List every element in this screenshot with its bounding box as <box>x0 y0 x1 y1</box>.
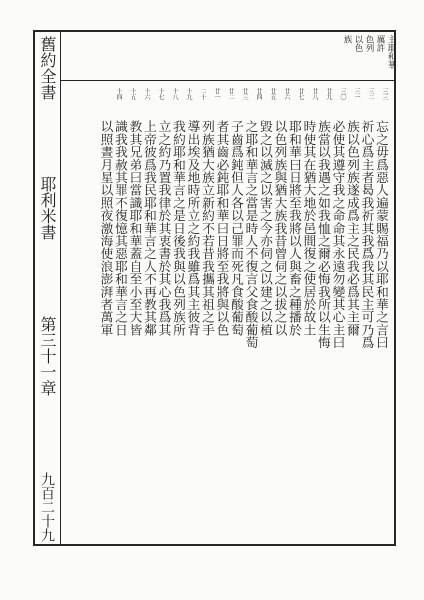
verse-number: 廿一 <box>213 88 220 100</box>
verse-number: 三〇 <box>339 88 346 100</box>
header-divider <box>60 80 396 81</box>
side-note-line: 厲許 <box>375 35 385 52</box>
text-column: 教其兄弟曰當識耶和華蓋自至小至大皆 <box>127 120 143 336</box>
verse-number: 十四 <box>115 88 122 100</box>
verse-number: 廿三 <box>241 88 248 100</box>
verse-number: 十九 <box>185 88 192 100</box>
verse-number: 廿七 <box>297 88 304 100</box>
text-column: 以色列族與猶大族我昔曾伺之以拔之以 <box>272 120 288 336</box>
verse-number: 十六 <box>143 88 150 100</box>
text-column: 必使其遵守我之命命其永遠勿變其心主曰 <box>330 120 346 349</box>
verse-number: 廿二 <box>227 88 234 100</box>
verse-number: 廿九 <box>325 88 332 100</box>
section-title: 耶利米書 <box>38 176 57 240</box>
margin-divider <box>60 30 61 546</box>
verse-number: 十七 <box>157 88 164 100</box>
text-column: 族當以我遇之如我恤之爾必悔我所以生悔 <box>316 120 331 349</box>
text-column: 導出埃及地時所立之約我雖爲其主彼背 <box>185 120 201 336</box>
verse-number: 二十 <box>199 88 206 100</box>
text-column: 族以色列族遂成爲主之民我必爲其主爾 <box>345 120 360 336</box>
verse-number: 十五 <box>129 88 136 100</box>
verse-number: 三三 <box>381 88 388 100</box>
side-note <box>342 35 396 79</box>
text-column: 子齒爲鈍但人各以己罪而死凡食酸葡萄 <box>229 120 244 336</box>
text-column: 耶和華曰日將至我將以人與畜之種播於 <box>287 120 302 336</box>
verse-number-row <box>98 84 388 104</box>
verse-number: 三一 <box>353 88 360 100</box>
text-column: 祈心爲主者曷我祈其我爲我其民主可乃爲 <box>359 120 375 349</box>
side-note-line: 以色 <box>353 35 363 52</box>
text-column: 我約耶和華言之是日後我與以色列族所 <box>171 120 186 336</box>
text-column: 立之約乃置我律於其衷書於其心我爲其 <box>156 120 172 336</box>
text-column: 列族猶大族立新約不若昔我攜其祖之手 <box>200 120 215 336</box>
text-column: 毀之以滅之以害之今亦伺之以建之以植 <box>258 120 273 336</box>
side-note-line: 族 <box>342 35 352 44</box>
verse-number: 廿五 <box>269 88 276 100</box>
verse-number: 廿六 <box>283 88 290 100</box>
side-note-line: 色列 <box>364 35 374 52</box>
verse-number: 十八 <box>171 88 178 100</box>
book-title: 舊約全書 <box>38 36 57 100</box>
text-column: 時使其在猶大地於邑間復之使居於故土 <box>301 120 317 336</box>
folio-number: 九百二十九 <box>39 472 55 542</box>
text-column: 之耶和華言之當是時人不復言父食酸葡萄 <box>243 120 259 349</box>
text-column: 上帝彼爲我民耶和華言之人不再教其鄰 <box>142 120 157 336</box>
verse-number: 廿四 <box>255 88 262 100</box>
side-note-line: 主耶和華 <box>386 35 396 69</box>
verse-number: 三二 <box>367 88 374 100</box>
text-column: 者其齒必鈍耶和華曰日將至我將與以色 <box>214 120 230 336</box>
page-margin <box>35 36 59 542</box>
verse-number: 廿八 <box>311 88 318 100</box>
chapter-label: 第三十一章 <box>38 316 57 396</box>
text-column: 忘之毋爲惡人遍蒙賜福乃以耶和華之言曰 <box>374 120 389 349</box>
scripture-body <box>98 120 388 540</box>
text-column: 以照晝月星以照夜激海使浪澎湃者萬軍 <box>98 120 114 336</box>
text-column: 識我我赦其罪不復憶其惡耶和華言之日 <box>113 120 128 336</box>
